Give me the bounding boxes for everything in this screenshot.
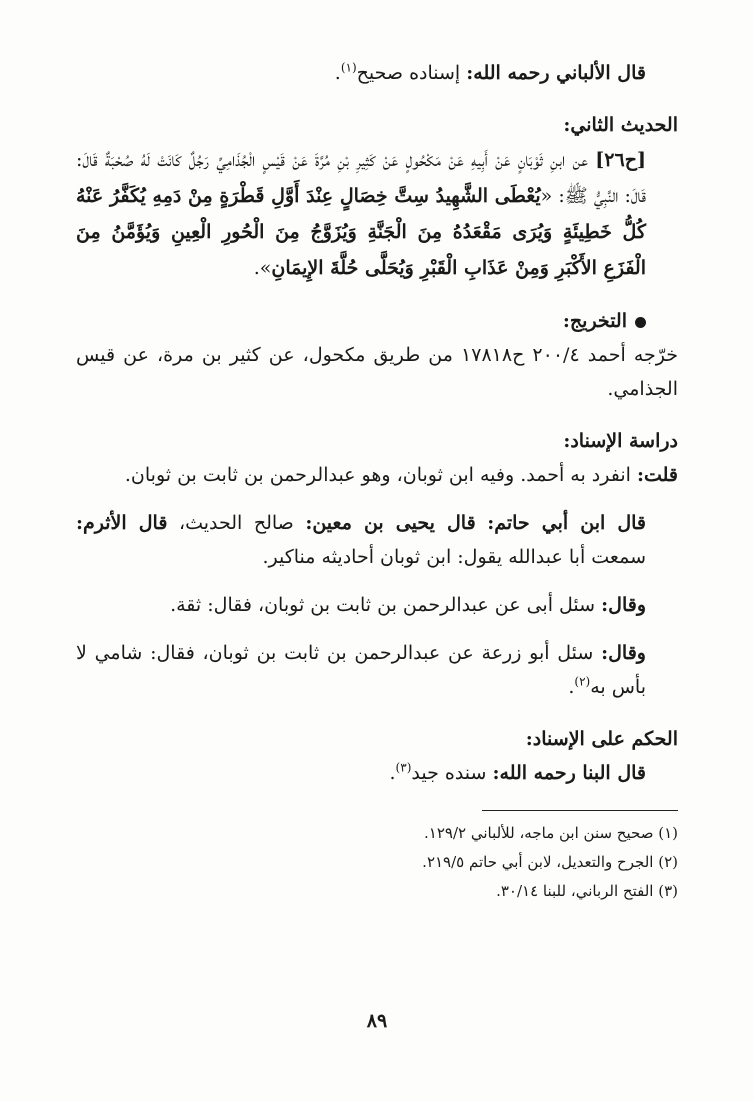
- footnote-ref-1[interactable]: (١): [340, 60, 357, 75]
- dirasa-paragraph-4: وقال: سئل أبو زرعة عن عبدالرحمن بن ثابت بن ثوبان، فقال: شامي لا بأس به$^{(٢)}$.: [76, 642, 646, 698]
- footnote-1: (١) صحيح سنن ابن ماجه، للألباني ١٢٩/٢.: [424, 824, 678, 842]
- hadith-heading: الحديث الثاني:: [563, 114, 678, 136]
- dirasa-heading: دراسة الإسناد:: [563, 430, 678, 452]
- albani-grading: قال الألباني رحمه الله: إسناده صحيح$^{(١)}$.: [334, 60, 646, 84]
- hadith-isnad: عن ابنِ ثَوْبَانٍ عَنْ أَبِيهِ عَنْ مَكْحُولٍ عَنْ كَثِيرِ بْنِ مُرَّةَ عَنْ قَيْسٍ الْجُذَامِيِّ رَجُلٌ كَانَتْ لَهُ صُحْبَةٌ قَالَ: قَالَ: النَّبِيُّ ﷺ: «: [76, 149, 647, 207]
- footnote-divider: [482, 810, 678, 811]
- hukm-heading: الحكم على الإسناد:: [525, 728, 678, 750]
- footnote-ref-3[interactable]: (٣): [395, 760, 412, 775]
- grading-text: إسناده صحيح: [356, 62, 461, 84]
- dirasa-paragraph-3: وقال: سئل أبى عن عبدالرحمن بن ثابت بن ثوبان، فقال: ثقة.: [170, 594, 646, 616]
- takhrij-text: خرّجه أحمد ٢٠٠/٤ ح١٧٨١٨ من طريق مكحول، عن كثير بن مرة، عن قيس الجذامي.: [76, 344, 678, 400]
- hadith-matn: يُعْطَى الشَّهِيدُ سِتَّ خِصَالٍ عِنْدَ أَوَّلِ قَطْرَةٍ مِنْ دَمِهِ يُكَفَّرُ عَنْهُ كُلُّ خَطِيئَةٍ وَيُرَى مَقْعَدُهُ مِنَ الْجَنَّةِ وَيُزَوَّجُ مِنَ الْحُورِ الْعِينِ وَيُؤَمَّنُ مِنَ الْفَزَعِ الأَكْبَرِ وَمِنْ عَذَابِ الْقَبْرِ وَيُحَلَّى حُلَّةَ الإِيمَانِ: [76, 185, 646, 279]
- page-number: ٨٩: [366, 1010, 388, 1032]
- footnote-2: (٢) الجرح والتعديل، لابن أبي حاتم ٢١٩/٥.: [422, 853, 678, 871]
- footnote-ref-2[interactable]: (٢): [574, 674, 591, 689]
- dirasa-paragraph-2: قال ابن أبي حاتم: قال يحيى بن معين: صالح الحديث، قال الأثرم: سمعت أبا عبدالله يقول: ابن ثوبان أحاديثه مناكير.: [76, 512, 647, 568]
- hadith-text: [ح٢٦] عن ابنِ ثَوْبَانٍ عَنْ أَبِيهِ عَنْ مَكْحُولٍ عَنْ كَثِيرِ بْنِ مُرَّةَ عَنْ قَيْسٍ الْجُذَامِيِّ رَجُلٌ كَانَتْ لَهُ صُحْبَةٌ قَالَ: قَالَ: النَّبِيُّ ﷺ: «يُعْطَى الشَّهِيدُ سِتَّ خِصَالٍ عِنْدَ أَوَّلِ قَطْرَةٍ مِنْ دَمِهِ يُكَفَّرُ عَنْهُ كُلُّ خَطِيئَةٍ وَيُرَى مَقْعَدُهُ مِنَ الْجَنَّةِ وَيُزَوَّجُ مِنَ الْحُورِ الْعِينِ وَيُؤَمَّنُ مِنَ الْفَزَعِ الأَكْبَرِ وَمِنْ عَذَابِ الْقَبْرِ وَيُحَلَّى حُلَّةَ الإِيمَانِ».: [76, 149, 647, 279]
- footnote-3: (٣) الفتح الرباني، للبنا ٣٠/١٤.: [496, 882, 678, 900]
- hadith-number: [ح٢٦]: [595, 149, 646, 171]
- takhrij-heading: التخريج:: [76, 304, 678, 338]
- hukm-text: قال البنا رحمه الله: سنده جيد$^{(٣)}$.: [389, 760, 646, 784]
- bullet-icon: [635, 317, 646, 328]
- speaker-label: قال الألباني رحمه الله:: [466, 62, 646, 84]
- dirasa-paragraph-1: قلت: انفرد به أحمد. وفيه ابن ثوبان، وهو عبدالرحمن بن ثابت بن ثوبان.: [124, 464, 678, 486]
- page-body: [76, 56, 678, 906]
- footnotes: [76, 819, 678, 906]
